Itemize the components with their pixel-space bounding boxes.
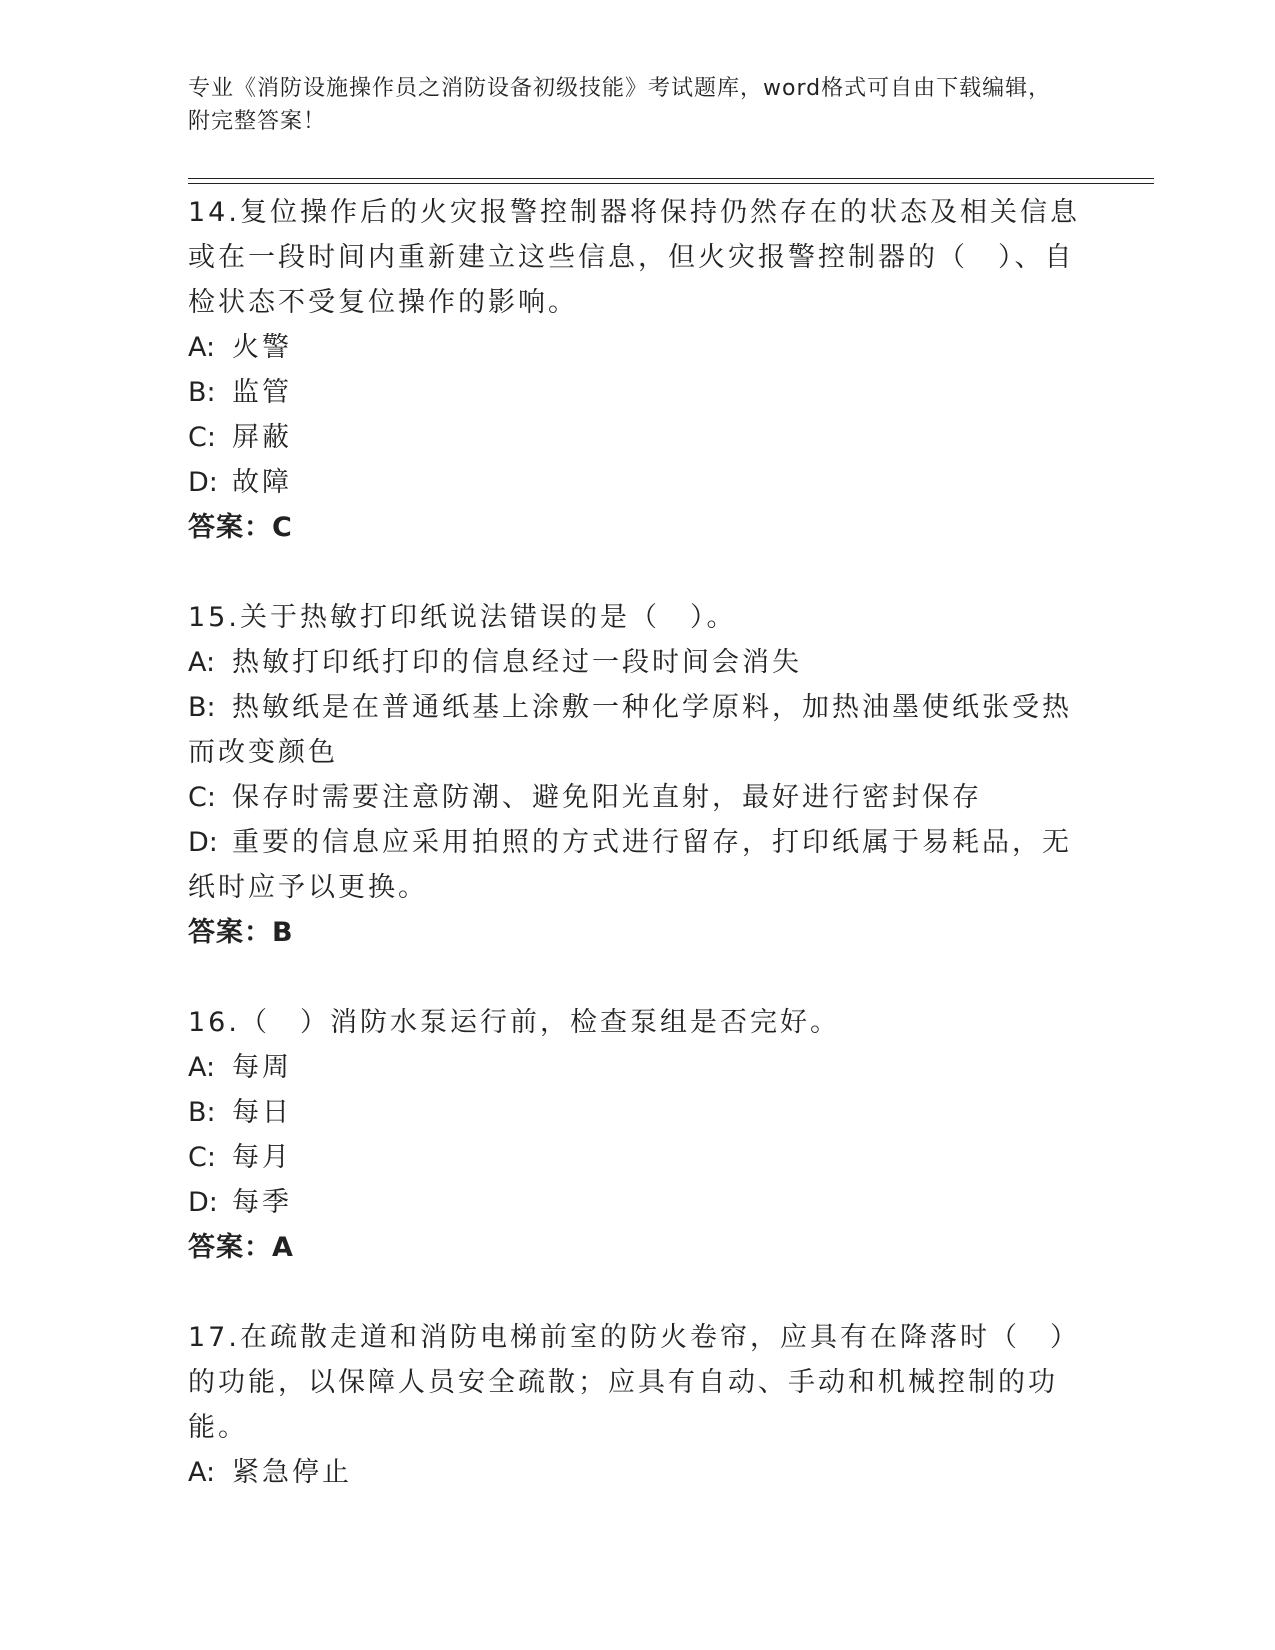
option-key: B:: [188, 692, 216, 723]
answer-line: 答案：B: [188, 917, 294, 948]
option-key: C:: [188, 1142, 216, 1173]
option-text: 屏蔽: [232, 422, 292, 453]
option-d: [188, 820, 1088, 910]
option-text: 监管: [232, 377, 292, 408]
option-text: 紧急停止: [232, 1457, 352, 1488]
option-b: [188, 685, 1088, 775]
option-key: B:: [188, 1097, 216, 1128]
header-rule-top: [188, 178, 1154, 179]
option-key: B:: [188, 377, 216, 408]
option-text: 每日: [232, 1097, 292, 1128]
option-text: 每月: [232, 1142, 292, 1173]
option-a: [188, 1045, 1088, 1090]
option-b: [188, 370, 1088, 415]
option-c: [188, 1135, 1088, 1180]
question-14: [188, 190, 1088, 551]
question-stem: 14.复位操作后的火灾报警控制器将保持仍然存在的状态及相关信息或在一段时间内重新建立这些信息，但火灾报警控制器的（ ）、自检状态不受复位操作的影响。: [188, 197, 1080, 318]
option-c: [188, 415, 1088, 460]
option-key: D:: [188, 1187, 218, 1218]
option-a: [188, 1450, 1088, 1495]
option-key: D:: [188, 467, 218, 498]
question-16: [188, 1000, 1088, 1271]
question-stem: 17.在疏散走道和消防电梯前室的防火卷帘，应具有在降落时（ ）的功能，以保障人员安全疏散；应具有自动、手动和机械控制的功能。: [188, 1322, 1080, 1443]
option-key: C:: [188, 422, 216, 453]
option-d: [188, 460, 1088, 505]
question-stem: 16.（ ）消防水泵运行前，检查泵组是否完好。: [188, 1007, 840, 1038]
option-key: A:: [188, 332, 216, 363]
option-text: 重要的信息应采用拍照的方式进行留存，打印纸属于易耗品，无纸时应予以更换。: [188, 827, 1072, 903]
option-text: 每周: [232, 1052, 292, 1083]
option-text: 故障: [232, 467, 292, 498]
option-text: 每季: [232, 1187, 292, 1218]
header-rule-bottom: [188, 183, 1154, 184]
option-text: 热敏纸是在普通纸基上涂敷一种化学原料，加热油墨使纸张受热而改变颜色: [188, 692, 1072, 768]
option-key: A:: [188, 1457, 216, 1488]
option-text: 火警: [232, 332, 292, 363]
option-text: 热敏打印纸打印的信息经过一段时间会消失: [232, 647, 802, 678]
document-header: 专业《消防设施操作员之消防设备初级技能》考试题库，word格式可自由下载编辑，附完整答案！: [188, 76, 1052, 134]
option-key: A:: [188, 1052, 216, 1083]
option-a: [188, 640, 1088, 685]
option-d: [188, 1180, 1088, 1225]
option-text: 保存时需要注意防潮、避免阳光直射，最好进行密封保存: [232, 782, 982, 813]
option-c: [188, 775, 1088, 820]
question-list: [188, 190, 1088, 1539]
answer-line: 答案：C: [188, 512, 293, 543]
question-stem: 15.关于热敏打印纸说法错误的是（ ）。: [188, 602, 737, 633]
question-15: [188, 595, 1088, 956]
option-a: [188, 325, 1088, 370]
option-key: C:: [188, 782, 216, 813]
answer-line: 答案：A: [188, 1232, 294, 1263]
option-key: A:: [188, 647, 216, 678]
option-key: D:: [188, 827, 218, 858]
question-17: [188, 1315, 1088, 1495]
option-b: [188, 1090, 1088, 1135]
